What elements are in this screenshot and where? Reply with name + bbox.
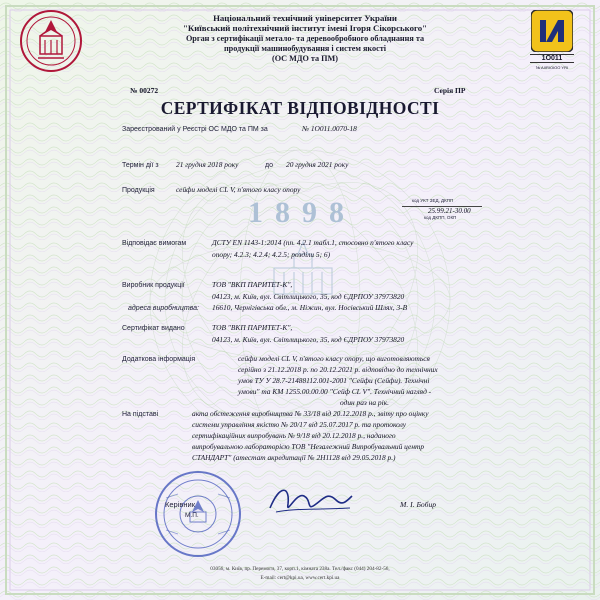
header-line-1: Національний технічний університет України [213,13,397,23]
issued-line-1: ТОВ "ВКП ПАРИТЕТ-К", [212,323,293,332]
registry-label: Зареєстрований у Реєстрі ОС МДО та ПМ за [122,126,268,133]
requirements-label: Відповідає вимогам [122,240,187,247]
basis-line-3: сертифікаційних випробувань № 9/18 від 20.12.2018 р., наданого [192,431,396,440]
certificate-series: Серія ПР [434,86,466,95]
header-line-4: продукції машинобудування і систем якості [223,44,387,53]
production-label: адреса виробництва: [128,305,199,312]
footer-contact: E-mail: cert@kpi.ua, www.cert.kpi.ua [260,575,340,581]
accreditation-sub: № AIIRIOIOO YRI [535,65,569,70]
accreditation-mark [524,10,580,72]
additional-line-4: умови" та КМ 1255.00.00.00 "Сейф CL V". Технічний нагляд - [238,387,432,396]
basis-line-4: випробувальною лабораторією ТОВ "Незалежний Випробувальний центр [192,442,425,451]
registry-value: № 1O011.0070-18 [302,124,357,133]
term-to-label: до [265,162,273,169]
requirements-line-1: ДСТУ EN 1143-1:2014 (пп. 4.2.1 табл.1, стосовно п'ятого класу [212,238,414,247]
additional-line-2: серійно з 21.12.2018 р. по 20.12.2021 р. відповідно до технічних [238,365,438,374]
header-line-5: (ОС МДО та ПМ) [271,54,339,63]
code-value: 25.99.21-30.00 [428,207,471,215]
seal-place-label: М.П. [185,512,199,519]
kpi-emblem-icon [18,8,84,74]
issued-line-2: 04123, м. Київ, вул. Світлицького, 35, код ЄДРПОУ 37973820 [212,335,405,344]
additional-line-3: умов ТУ У 28.7-21488112.001-2001 "Сейфи (Сейфи). Технічні [238,376,430,385]
header-line-2: "Київський політехнічний інститут імені Ігоря Сікорського" [182,23,428,33]
additional-label: Додаткова інформація [122,356,196,363]
manufacturer-line-2: 04123, м. Київ, вул. Світлицького, 35, код ЄДРПОУ 37973820 [212,292,405,301]
additional-line-1: сейфи моделі CL V, п'ятого класу опору, що виготовляються [238,354,430,363]
footer-address: 03056, м. Київ, пр. Перемоги, 37, корп.1, кімната 238а. Тел./факс (044) 204-82-56, [210,566,390,572]
certificate-title: СЕРТИФІКАТ ВІДПОВІДНОСТІ [160,98,440,118]
basis-line-2: системи управління якістю № 20/17 від 25.07.2017 р. та протоколу [192,420,407,429]
signer-name: М. І. Бобир [400,500,437,509]
manufacturer-label: Виробник продукції [122,282,185,289]
term-to: 20 грудня 2021 року [286,160,349,169]
signature-icon [266,478,356,522]
basis-line-1: акта обстеження виробництва № 33/18 від 20.12.2018 р., звіту про оцінку [192,409,429,418]
term-label: Термін дії з [122,162,159,169]
requirements-line-2: опору; 4.2.3; 4.2.4; 4.2.5; розділи 5; 6) [212,250,331,259]
issued-label: Сертифікат видано [122,325,185,332]
term-from: 21 грудня 2018 року [176,160,239,169]
code-label-2: код ДКПП, ОКП [424,215,457,220]
basis-line-5: СТАНДАРТ" (атестат акредитації № 2Н1128 від 29.05.2018 р.) [192,453,396,462]
accreditation-logo-icon [531,10,573,52]
additional-line-5: один раз на рік. [340,398,389,407]
production-value: 16610, Чернігівська обл., м. Ніжин, вул. Носівський Шлях, 3-В [212,303,408,312]
header-line-3: Орган з сертифікації метало- та деревообробного обладнання та [185,34,425,43]
head-label: Керівник [165,500,195,509]
basis-label: На підставі [122,411,159,418]
accreditation-code: 1O011 [530,54,574,63]
certificate-number: № 00272 [130,86,159,95]
code-label-1: код УКТ ЗЕД, ДКПП [412,198,454,203]
product-label: Продукція [122,187,155,194]
product-value: сейфи моделі CL V, п'ятого класу опору [176,185,301,194]
watermark-year: 1898 [248,196,356,229]
manufacturer-line-1: ТОВ "ВКП ПАРИТЕТ-К", [212,280,293,289]
